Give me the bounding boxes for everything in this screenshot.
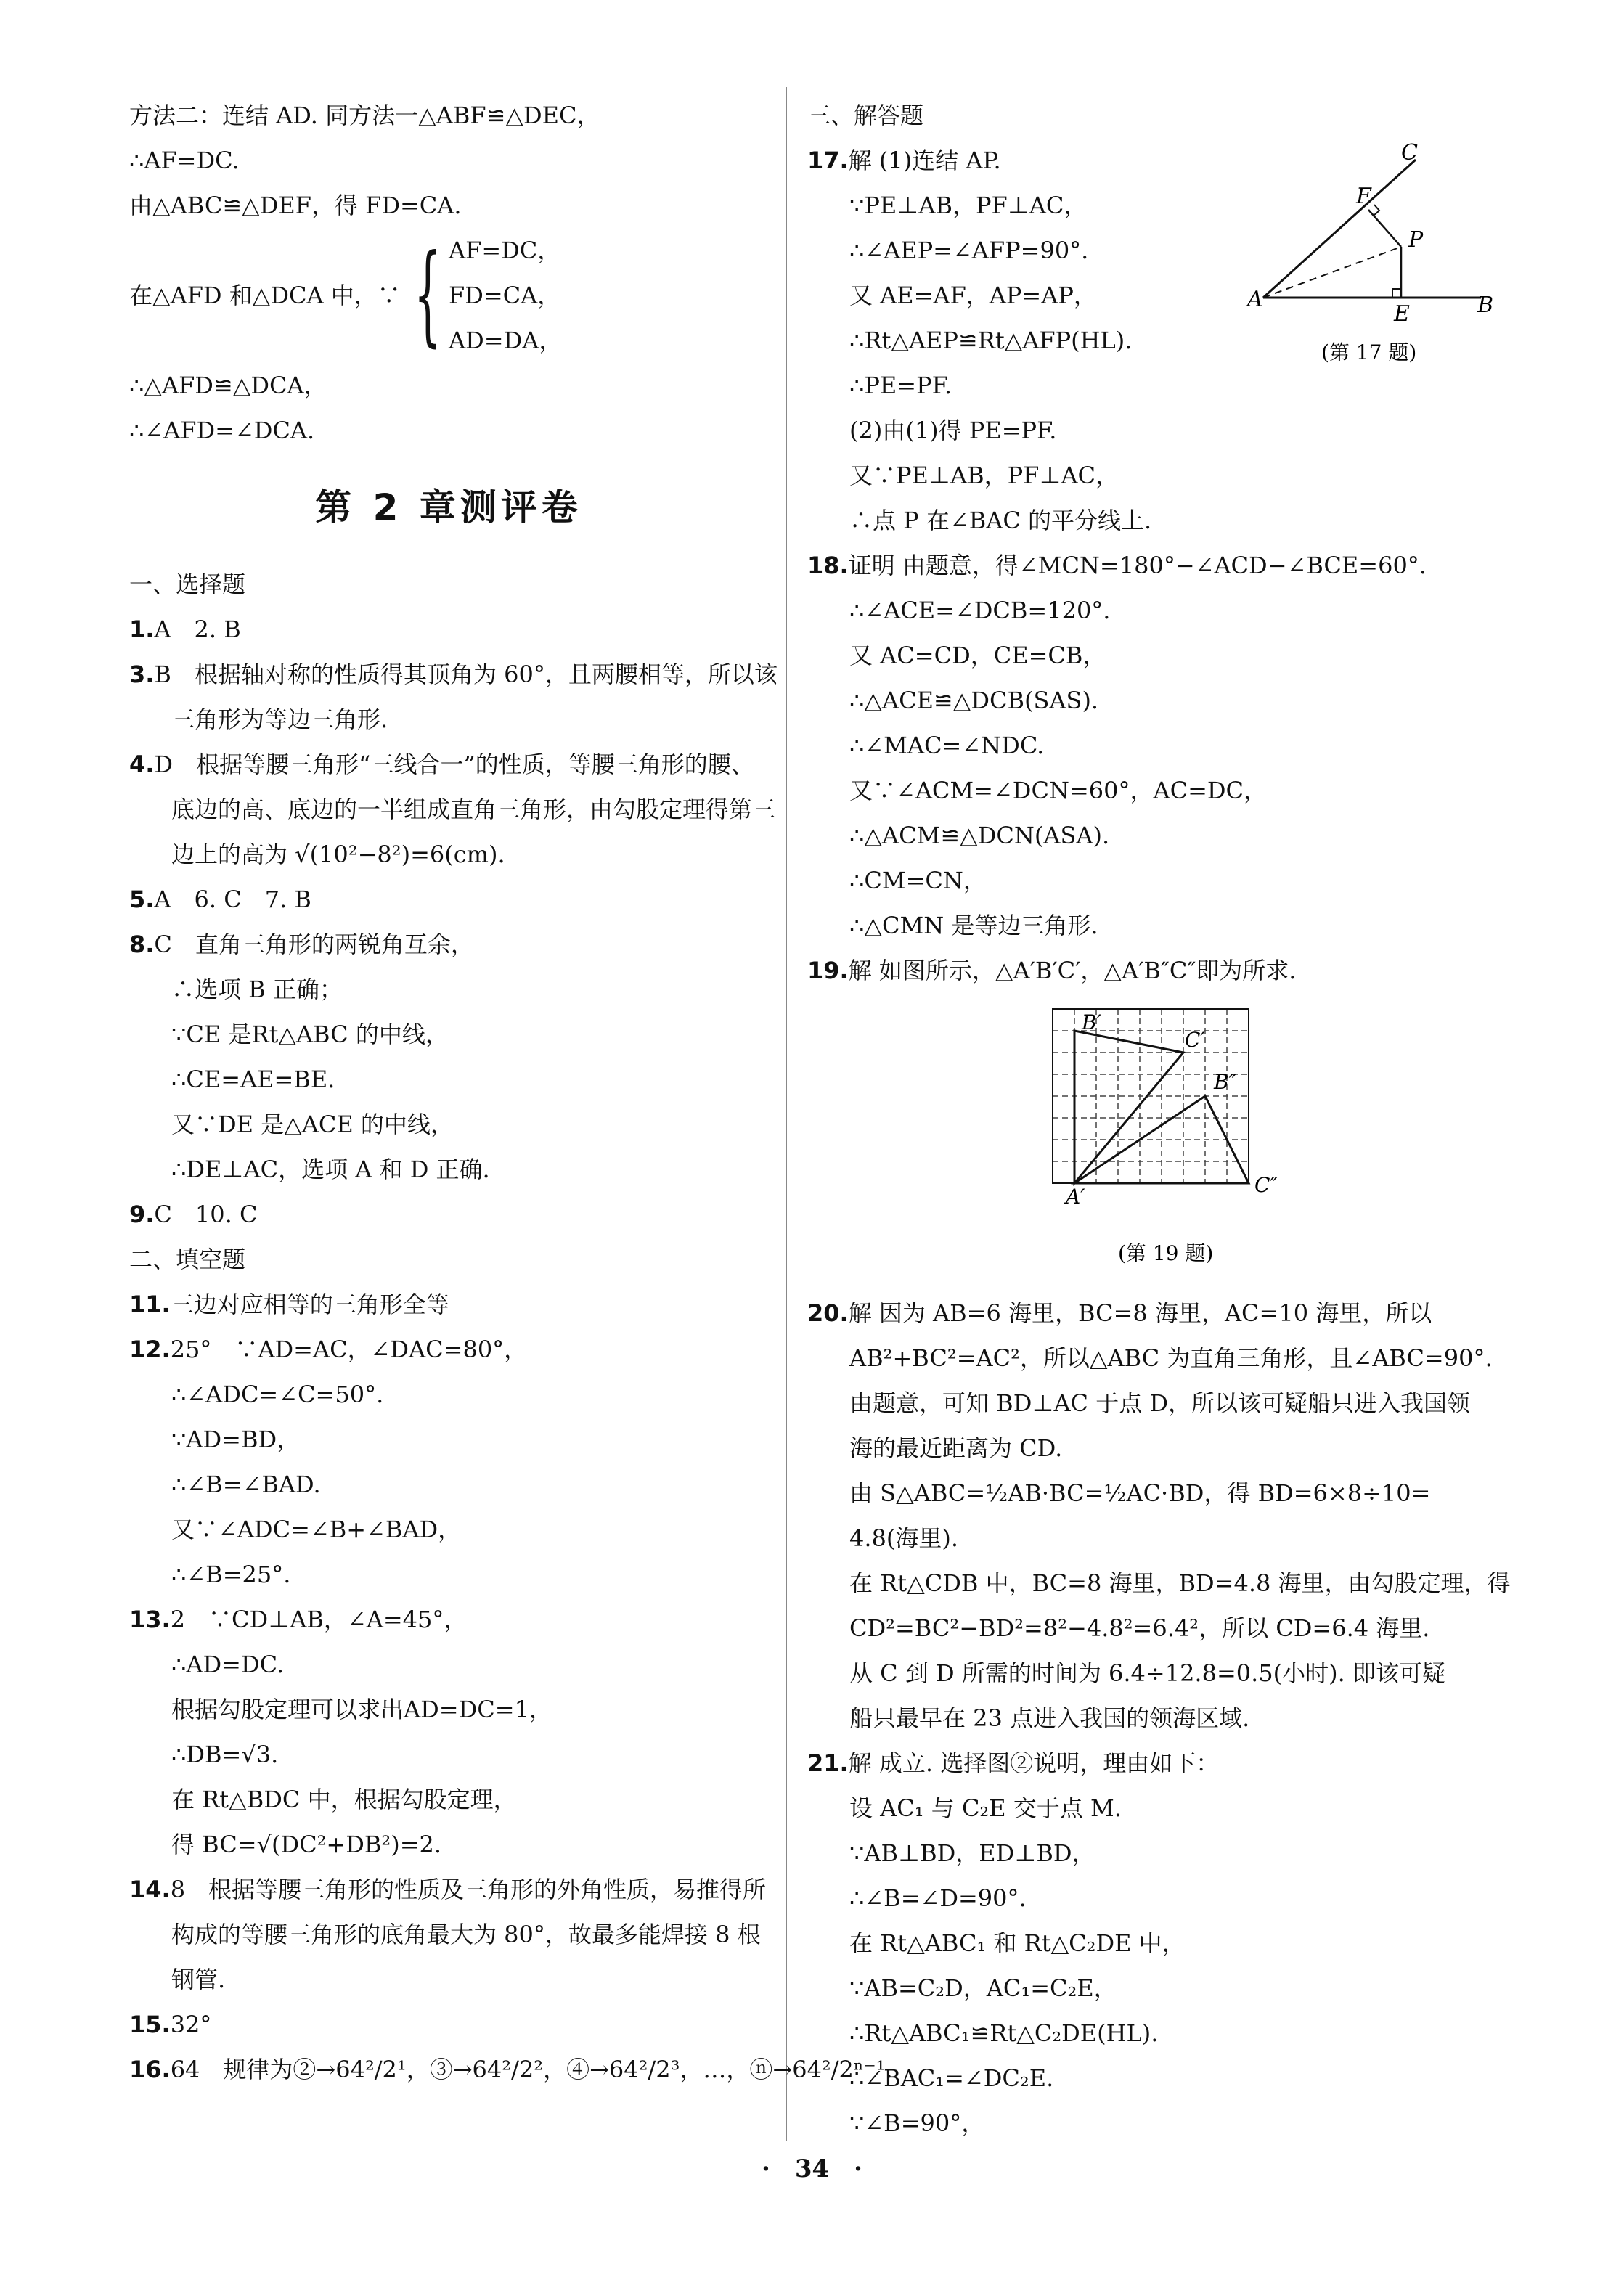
item-text: C 直角三角形的两锐角互余，	[154, 931, 474, 958]
brace-row: AF=DC，	[449, 237, 561, 264]
item-text: 在 Rt△BDC 中，根据勾股定理，	[171, 1786, 517, 1813]
answer-line	[807, 948, 1504, 993]
item-number: 21.	[807, 1749, 849, 1777]
answer-line	[129, 2047, 893, 2092]
answer-line	[807, 2056, 1504, 2101]
label-C1: C′	[1185, 1028, 1205, 1052]
column-divider	[786, 87, 787, 2141]
answer-line	[807, 1876, 1504, 1921]
item-text: ∴CM=CN，	[849, 867, 987, 894]
item-text: 钢管.	[171, 1966, 226, 1993]
answer-line	[807, 903, 1504, 948]
section-heading: 三、解答题	[807, 102, 924, 129]
label-B1: B′	[1082, 1010, 1101, 1034]
answer-line	[129, 1912, 768, 1957]
answer-line	[129, 1687, 768, 1732]
answer-line	[129, 2002, 768, 2047]
item-text: 在 Rt△ABC₁ 和 Rt△C₂DE 中，	[849, 1929, 1186, 1957]
item-text: 三边对应相等的三角形全等	[170, 1291, 449, 1318]
answer-line	[129, 922, 768, 967]
item-text: 4.8(海里).	[849, 1524, 959, 1552]
item-number: 8.	[129, 931, 155, 958]
text-line: ∴∠AFD=∠DCA.	[129, 417, 315, 444]
answer-line	[807, 1561, 1511, 1606]
item-text: 解 成立. 选择图②说明，理由如下：	[848, 1749, 1220, 1777]
answer-line	[129, 967, 768, 1012]
item-text: 解 如图所示，△A′B′C′，△A′B″C″即为所求.	[848, 957, 1297, 984]
answer-line	[807, 1696, 1504, 1741]
answer-line	[129, 1552, 768, 1597]
item-number: 14.	[129, 1876, 171, 1903]
item-text: (2)由(1)得 PE=PF.	[849, 417, 1057, 444]
answer-line	[807, 633, 1504, 678]
label-F: F	[1356, 184, 1371, 209]
text-line: ∴△AFD≌△DCA，	[129, 372, 327, 399]
item-text: D 根据等腰三角形“三线合一”的性质，等腰三角形的腰、	[154, 751, 754, 778]
item-text: ∵AB⊥BD，ED⊥BD，	[849, 1839, 1095, 1867]
item-text: ∴Rt△ABC₁≌Rt△C₂DE(HL).	[849, 2019, 1159, 2047]
item-text: 8 根据等腰三角形的性质及三角形的外角性质，易推得所	[170, 1876, 767, 1903]
item-text: 由 S△ABC=½AB·BC=½AC·BD，得 BD=6×8÷10=	[849, 1479, 1431, 1507]
item-number: 1.	[129, 616, 155, 643]
item-text: ∴选项 B 正确；	[171, 976, 343, 1003]
label-A1: A′	[1066, 1185, 1085, 1209]
answer-line	[807, 1381, 1504, 1426]
answer-line	[129, 1507, 768, 1552]
answer-line	[129, 1957, 768, 2002]
item-text: ∴∠AEP=∠AFP=90°.	[849, 237, 1089, 264]
figure-19	[1045, 1002, 1292, 1292]
item-text: 三角形为等边三角形.	[171, 706, 388, 733]
answer-line	[807, 2101, 1504, 2146]
answer-line	[129, 877, 768, 922]
item-text: ∴CE=AE=BE.	[171, 1066, 335, 1093]
label-E: E	[1394, 301, 1410, 327]
fig19-caption: (第 19 题)	[1118, 1241, 1214, 1265]
item-text: ∴∠B=25°.	[171, 1561, 291, 1588]
answer-line	[807, 408, 1504, 453]
item-text: ∴△CMN 是等边三角形.	[849, 912, 1098, 939]
answer-line	[129, 1057, 768, 1102]
item-text: 边上的高为 √(10²−8²)=6(cm).	[171, 841, 505, 868]
answer-line	[807, 2011, 1504, 2056]
item-number: 4.	[129, 751, 155, 778]
answer-line	[807, 1516, 1504, 1561]
label-B2: B″	[1214, 1070, 1237, 1094]
item-text: ∴∠B=∠BAD.	[171, 1471, 321, 1498]
label-P: P	[1408, 227, 1424, 253]
item-text: ∵PE⊥AB，PF⊥AC，	[849, 192, 1088, 219]
item-number: 16.	[129, 2056, 171, 2083]
answer-line	[129, 1867, 768, 1912]
answer-line	[807, 498, 1504, 543]
answer-line	[129, 1372, 768, 1417]
answer-line	[129, 1417, 768, 1462]
item-text: ∴Rt△AEP≌Rt△AFP(HL).	[849, 327, 1133, 354]
answer-line	[807, 1651, 1504, 1696]
answer-line	[807, 858, 1504, 903]
brace-row: FD=CA，	[449, 282, 561, 309]
item-text: 2 ∵CD⊥AB，∠A=45°，	[170, 1606, 468, 1633]
item-text: 海的最近距离为 CD.	[849, 1434, 1063, 1462]
item-text: 又∵∠ACM=∠DCN=60°，AC=DC，	[849, 777, 1268, 804]
item-text: 32°	[170, 2011, 212, 2038]
answer-line	[129, 1012, 768, 1057]
item-text: 构成的等腰三角形的底角最大为 80°，故最多能焊接 8 根	[171, 1921, 761, 1948]
item-text: 由题意，可知 BD⊥AC 于点 D，所以该可疑船只进入我国领	[849, 1389, 1471, 1417]
answer-line	[129, 1642, 768, 1687]
item-number: 3.	[129, 661, 155, 688]
page-number: · 34 ·	[762, 2154, 862, 2183]
answer-line	[129, 1327, 768, 1372]
brace-row: AD=DA，	[449, 327, 563, 354]
answer-line	[807, 678, 1504, 723]
item-text: ∵AB=C₂D，AC₁=C₂E，	[849, 1974, 1117, 2002]
item-number: 5.	[129, 886, 155, 913]
answer-line	[807, 1606, 1504, 1651]
item-text: 解 (1)连结 AP.	[848, 147, 1001, 174]
item-text: 25° ∵AD=AC，∠DAC=80°，	[170, 1336, 528, 1363]
answer-line	[807, 813, 1504, 858]
item-text: 底边的高、底边的一半组成直角三角形，由勾股定理得第三	[171, 796, 776, 823]
item-text: ∴AD=DC.	[171, 1651, 285, 1678]
item-text: 根据勾股定理可以求出AD=DC=1，	[171, 1696, 552, 1723]
item-text: CD²=BC²−BD²=8²−4.8²=6.4²，所以 CD=6.4 海里.	[849, 1614, 1430, 1642]
answer-line	[129, 1102, 768, 1147]
item-text: ∴点 P 在∠BAC 的平分线上.	[849, 507, 1152, 534]
answer-line	[807, 1741, 1504, 1786]
item-text: B 根据轴对称的性质得其顶角为 60°，且两腰相等，所以该	[154, 661, 778, 688]
item-text: 在 Rt△CDB 中，BC=8 海里，BD=4.8 海里，由勾股定理，得	[849, 1569, 1511, 1597]
item-number: 15.	[129, 2011, 171, 2038]
brace-system	[129, 228, 768, 363]
item-text: A 6. C 7. B	[154, 886, 311, 913]
item-text: ∴DE⊥AC，选项 A 和 D 正确.	[171, 1156, 490, 1183]
item-text: ∴PE=PF.	[849, 372, 952, 399]
answer-line	[807, 453, 1504, 498]
section-heading: 一、选择题	[129, 571, 246, 598]
item-text: 设 AC₁ 与 C₂E 交于点 M.	[849, 1794, 1122, 1822]
item-text: 64 规律为②→64²/2¹，③→64²/2²，④→64²/2³，…，ⓝ→64²/2ⁿ⁻¹.	[170, 2056, 893, 2083]
item-text: 又∵PE⊥AB，PF⊥AC，	[849, 462, 1119, 489]
item-text: ∴∠ADC=∠C=50°.	[171, 1381, 384, 1408]
answer-line	[129, 697, 768, 742]
item-text: 又∵DE 是△ACE 的中线，	[171, 1111, 454, 1138]
item-text: 从 C 到 D 所需的时间为 6.4÷12.8=0.5(小时). 即该可疑	[849, 1659, 1445, 1687]
item-number: 13.	[129, 1606, 171, 1633]
chapter-title: 第 2 章测评卷	[315, 486, 582, 528]
answer-line	[129, 652, 778, 697]
item-text: 得 BC=√(DC²+DB²)=2.	[171, 1831, 442, 1858]
answer-line	[807, 1291, 1504, 1336]
item-number: 19.	[807, 957, 849, 984]
item-number: 12.	[129, 1336, 171, 1363]
item-text: 解 因为 AB=6 海里，BC=8 海里，AC=10 海里，所以	[848, 1299, 1432, 1327]
answer-line	[807, 1426, 1504, 1471]
fig17-caption: (第 17 题)	[1321, 340, 1417, 364]
label-B: B	[1477, 293, 1494, 318]
answer-line	[129, 1777, 768, 1822]
answer-line	[129, 1147, 768, 1192]
answer-line	[807, 1921, 1504, 1966]
answer-line	[807, 543, 1504, 588]
item-text: ∴∠BAC₁=∠DC₂E.	[849, 2064, 1054, 2092]
answer-line	[807, 1336, 1504, 1381]
item-text: ∵AD=BD，	[171, 1426, 301, 1453]
answer-line	[129, 1597, 768, 1642]
answer-line	[129, 1192, 768, 1237]
item-text: C 10. C	[154, 1201, 258, 1228]
answer-line	[807, 1786, 1504, 1831]
answer-line	[129, 742, 768, 787]
item-text: ∴∠B=∠D=90°.	[849, 1884, 1027, 1912]
item-text: 又 AE=AF，AP=AP，	[849, 282, 1097, 309]
item-number: 18.	[807, 552, 849, 579]
item-text: AB²+BC²=AC²，所以△ABC 为直角三角形，且∠ABC=90°.	[849, 1344, 1493, 1372]
answer-line	[129, 787, 776, 832]
answer-line	[807, 723, 1504, 768]
answer-line	[807, 1966, 1504, 2011]
item-text: 证明 由题意，得∠MCN=180°−∠ACD−∠BCE=60°.	[848, 552, 1427, 579]
answer-line	[129, 1732, 768, 1777]
text-line: 由△ABC≌△DEF，得 FD=CA.	[129, 192, 462, 219]
item-number: 11.	[129, 1291, 171, 1318]
answer-line	[807, 768, 1504, 813]
item-text: ∴△ACE≌△DCB(SAS).	[849, 687, 1099, 714]
item-text: 船只最早在 23 点进入我国的领海区域.	[849, 1704, 1250, 1732]
answer-line	[807, 1831, 1504, 1876]
text-line: ∴AF=DC.	[129, 147, 240, 174]
item-text: A 2. B	[154, 616, 241, 643]
item-number: 17.	[807, 147, 849, 174]
item-text: ∴DB=√3.	[171, 1741, 279, 1768]
answer-line	[129, 607, 768, 652]
item-text: 又∵∠ADC=∠B+∠BAD，	[171, 1516, 462, 1543]
item-number: 9.	[129, 1201, 155, 1228]
item-text: ∴△ACM≌△DCN(ASA).	[849, 822, 1110, 849]
label-C: C	[1401, 140, 1418, 166]
brace-icon: {	[414, 232, 442, 358]
section-heading: 二、填空题	[129, 1246, 246, 1273]
label-A: A	[1247, 287, 1263, 312]
figure-17	[1234, 138, 1525, 377]
answer-line	[129, 1462, 768, 1507]
item-number: 20.	[807, 1299, 849, 1327]
item-text: ∴∠ACE=∠DCB=120°.	[849, 597, 1111, 624]
label-C2: C″	[1254, 1173, 1278, 1197]
answer-line	[807, 1471, 1504, 1516]
brace-label: 在△AFD 和△DCA 中，∵	[129, 282, 401, 309]
answer-line	[807, 588, 1504, 633]
answer-line	[129, 1282, 768, 1327]
item-text: ∵∠B=90°，	[849, 2109, 985, 2137]
item-text: ∴∠MAC=∠NDC.	[849, 732, 1045, 759]
text-line: 方法二：连结 AD. 同方法一△ABF≌△DEC，	[129, 102, 600, 129]
item-text: ∵CE 是Rt△ABC 的中线，	[171, 1021, 449, 1048]
answer-line	[129, 1822, 768, 1867]
answer-line	[129, 832, 768, 877]
item-text: 又 AC=CD，CE=CB，	[849, 642, 1106, 669]
